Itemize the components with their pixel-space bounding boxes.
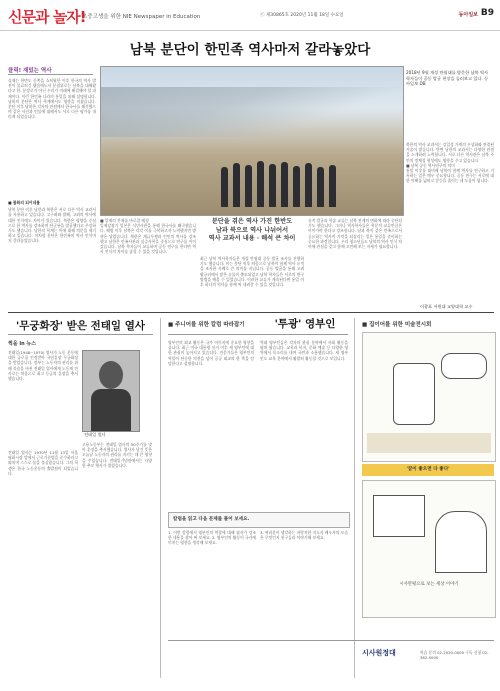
person-figure: [245, 165, 252, 207]
section1-column-4: [200, 256, 304, 308]
page-number: B9: [480, 8, 494, 18]
question-title: 칼럼을 읽고 다음 문제를 풀어 보세요.: [173, 517, 250, 522]
article-paragraph: 유적 발굴과 학술 교류는 남북 관계의 변화에 따라 중단되기도 했습니다. 그러나 역사학자들은 학문적 교류만큼은 이어가야 한다고 강조합니다. 남과 북이 같은 민족으로서 공유하는 역사적 기억을 되살리는 일은 통일을 준비하는 중요한 과정입니다. 우리 청소년들도 남북의 역사 인식 차이에 관심을 갖고 함께 고민해 보는 자세가 필요합니다.: [308, 218, 402, 250]
cartoon-ground: [367, 433, 491, 453]
person-figure: [317, 167, 324, 207]
section1-column-1: [8, 78, 96, 198]
question-box: [168, 512, 350, 528]
speech-bubble: [441, 353, 487, 379]
photo-caption: 2018년 9월 개성 만월대를 방문한 남북 역사학자들이 공동 발굴 현장을 둘러보고 있다. 동아일보 DB: [406, 70, 489, 87]
publisher-name: 동아일보: [458, 12, 478, 18]
article-paragraph: 북한의 역사 교과서는 김일성 가계의 우상화와 연결된 서술이 많습니다. 반면 남한의 교과서는 다양한 관점을 소개하려 노력합니다. 서로 다른 역사관은 남북 주민의 정체성 형성에도 영향을 주고 있습니다. ■ 남북 공동 역사연구의 의미 통일 이후를 대비해 남북이 함께 역사를 연구하고 기록하는 일은 매우 중요합니다. 공동 연구는 서로에 대한 이해를 넓히고 갈등을 줄이는 데 도움이 됩니다.: [406, 142, 494, 184]
section2-column-5: [260, 340, 348, 508]
main-headline: 남북 분단이 한민족 역사마저 갈라놓았다: [129, 42, 371, 58]
person-figure: [281, 162, 288, 207]
section2-kicker: ■ 주니어를 위한 칼럼 따라잡기: [168, 322, 245, 328]
person-figure: [329, 165, 336, 207]
question-paragraph: 3. 여러분이 생각하는 바람직한 지도자 배우자의 모습은 무엇인지 친구들과 이야기해 보세요.: [260, 530, 348, 541]
article-paragraph: 전태일 열사는 1970년 11월 13일 서울 평화시장 앞에서 근로기준법을 준수하라고 외치며 스스로 몸을 불살랐습니다. 그의 희생은 한국 노동운동의 출발점이 되었습니다.: [8, 450, 78, 476]
article-paragraph: 실제는 한반도 동쪽을 쇼히윗한 이후 한국의 역사 발전이 불료히긴 했음에도서 분첩위로는 남북을 대해왔다고 한. 분장로가 아닌 우리가 미래에 해결해야 할 과제이다. 이런 한민족 나라의 통일을 위해 설명합니다. 남북의 분단은 역사 학계에서도 영향을 미쳤습니다. 분단 이후 남북은 각자의 관점에서 한국사를 해석했으며 같은 사건과 인물에 대해서도 서로 다른 평가를 내리게 되었습니다.: [8, 78, 96, 120]
section1-column-2: [8, 200, 96, 308]
section-divider: [8, 312, 494, 313]
divider: [8, 74, 93, 75]
question-text-1: [168, 530, 256, 610]
cartoon-figure: [435, 511, 487, 573]
section1-column-6: [406, 142, 494, 308]
section2-headline: '무궁화장' 받은 전태일 열사: [16, 320, 145, 332]
article-paragraph: 최근 남북 역사학자들은 개성 만월대 공동 발굴 조사를 진행하기도 했습니다. 이는 분단 이후 처음으로 남북이 함께 역사 유적을 조사한 사례로 큰 의미를 지닙니다. 공동 발굴을 통해 고려 왕궁터에서 많은 유물이 출토되었고 남북 학자들은 서로의 연구 방법을 배울 수 있었습니다. 이러한 교류가 계속된다면 통일 이후 하나의 역사를 함께 써 내려갈 수 있을 것입니다.: [200, 256, 304, 288]
article-subhead: ■ 불화의 되어네를: [8, 200, 40, 205]
person-figure: [293, 166, 300, 207]
section1-column-5: [308, 218, 402, 302]
person-figure: [233, 163, 240, 207]
article-paragraph: 영부인의 외교 활동은 국가 이미지에 중요한 영향을 줍니다. 최근 미국 대통령 선거 이후 새 영부인에 대한 관심이 높아지고 있습니다. 전문가들은 영부인의 역할이 단순한 의전을 넘어 공공 외교의 한 축을 담당한다고 설명합니다.: [168, 340, 254, 366]
column-rule: [354, 318, 355, 678]
footer-info: 학습 문의 02-2020-0000 구독 신청 02-362-5000: [420, 650, 489, 660]
divider: [168, 334, 348, 335]
cartoon-building: [373, 495, 425, 537]
cartoon-panel-2: [362, 480, 496, 618]
section1-kicker: 클릭! 재밌는 역사: [8, 68, 52, 74]
article-paragraph: ■ 일제의 잔재를 바로잡 배경 일제강점기 일본은 식민사관을 통해 한국사를 왜곡했습니다. 해방 이후 남북은 각각 이를 극복하고자 노력했지만 방향은 달랐습니다. 북한은 계급투쟁과 인민의 역사를 강조했고 남한은 민족사관과 실증사학을 중심으로 연구를 이어갔습니다. 남북 학자들이 교류하며 공동 연구를 한다면 역사 인식의 차이를 좁힐 수 있을 것입니다.: [100, 218, 196, 255]
column-rule: [160, 318, 161, 678]
article-paragraph: 전태일(1948~1970) 열사가 노동 운동에 대한 공로를 인정받아 국민훈장 무궁화장을 받았습니다. 정부는 노동자의 권리를 위해 목숨을 바친 전태일 열사에게 노동계 인사로는 처음으로 최고 등급의 훈장을 추서했습니다.: [8, 350, 78, 382]
person-figure: [269, 164, 276, 207]
cartoon-title: '끝이 좋으면 다 좋다': [362, 464, 494, 476]
pull-quote: 분단을 겪은 역사 가진 한반도 남과 북으로 역사 나뉘어서 역사 교과서 내용 · 해석 큰 차이: [208, 218, 296, 242]
portrait-body: [91, 389, 131, 431]
section2-column-3: [82, 442, 152, 676]
article-paragraph: 고용노동부는 전태일 열사의 50주기를 맞아 훈장을 추서했습니다. 열사가 남긴 뜻은 오늘날 노동자의 권리를 지키는 데 큰 영향을 주었습니다. 전태일기념관에서는 다양한 추모 행사가 열렸습니다.: [82, 442, 152, 468]
footer-divider: [168, 640, 494, 641]
cartoon-caption: 시사만평으로 보는 세상 이야기: [399, 582, 459, 587]
cartoon-panel-1: [362, 332, 496, 462]
section-subtitle: 초중고생을 위한 NIE Newspaper in Education: [82, 14, 201, 20]
person-figure: [257, 161, 264, 207]
article-paragraph: 역대 영부인들은 각자의 관심 분야에서 사회 활동을 펼쳐 왔습니다. 교육과 복지, 문화 예술 등 다양한 영역에서 목소리를 내며 국민과 소통했습니다. 새 영부인도 교육 분야에서 활발히 활동할 것으로 보입니다.: [260, 340, 348, 361]
byline: 이광표 서원대 교양대학 교수: [420, 304, 473, 309]
footer-logo: 시사원정대: [362, 649, 396, 657]
cartoon-figure: [393, 363, 435, 425]
field-photo: [100, 66, 404, 216]
question-text-2: [260, 530, 348, 610]
issue-info: ⓒ 제30865호 2020년 11월 18일 수요일: [260, 13, 344, 18]
portrait-head: [99, 361, 123, 389]
person-figure: [221, 167, 228, 207]
section2-column-1: [8, 350, 78, 446]
section2-column-2: [8, 450, 78, 676]
news-box-title: 찍을 in 뉴스: [8, 341, 37, 347]
portrait-caption: 전태일 열사: [84, 432, 106, 437]
question-paragraph: 1. 이번 칼럼에서 영부인의 역할에 대해 필자가 강조한 내용을 찾아 써 보세요. 2. 영부인의 활동이 국가에 미치는 영향을 생각해 보세요.: [168, 530, 256, 546]
section3-kicker: ■ 집이어를 위한 미술전시회: [362, 322, 432, 328]
mountain-ridge: [101, 87, 403, 137]
divider: [8, 334, 153, 335]
column-title: '투광' 영부인: [274, 318, 336, 330]
section-logo: 신문과 놀자!: [8, 8, 86, 26]
article-paragraph: 남북 분단 이후 남한과 북한은 서로 다른 역사 교과서를 사용하고 있습니다. 고구려와 발해, 고려의 역사에 대한 인식에도 차이가 있습니다. 북한은 평양을 중심으로 한 역사를 강조하며 단군릉을 발굴했다고 주장하기도 했습니다. 남한의 학계는 이에 대해 의문을 제기하고 있습니다. 이처럼 분단은 한민족의 역사 인식마저 갈라놓았습니다.: [8, 207, 96, 244]
section1-column-3: [100, 218, 196, 308]
portrait-photo: [82, 350, 140, 432]
section2-column-4: [168, 340, 254, 508]
person-figure: [305, 163, 312, 207]
